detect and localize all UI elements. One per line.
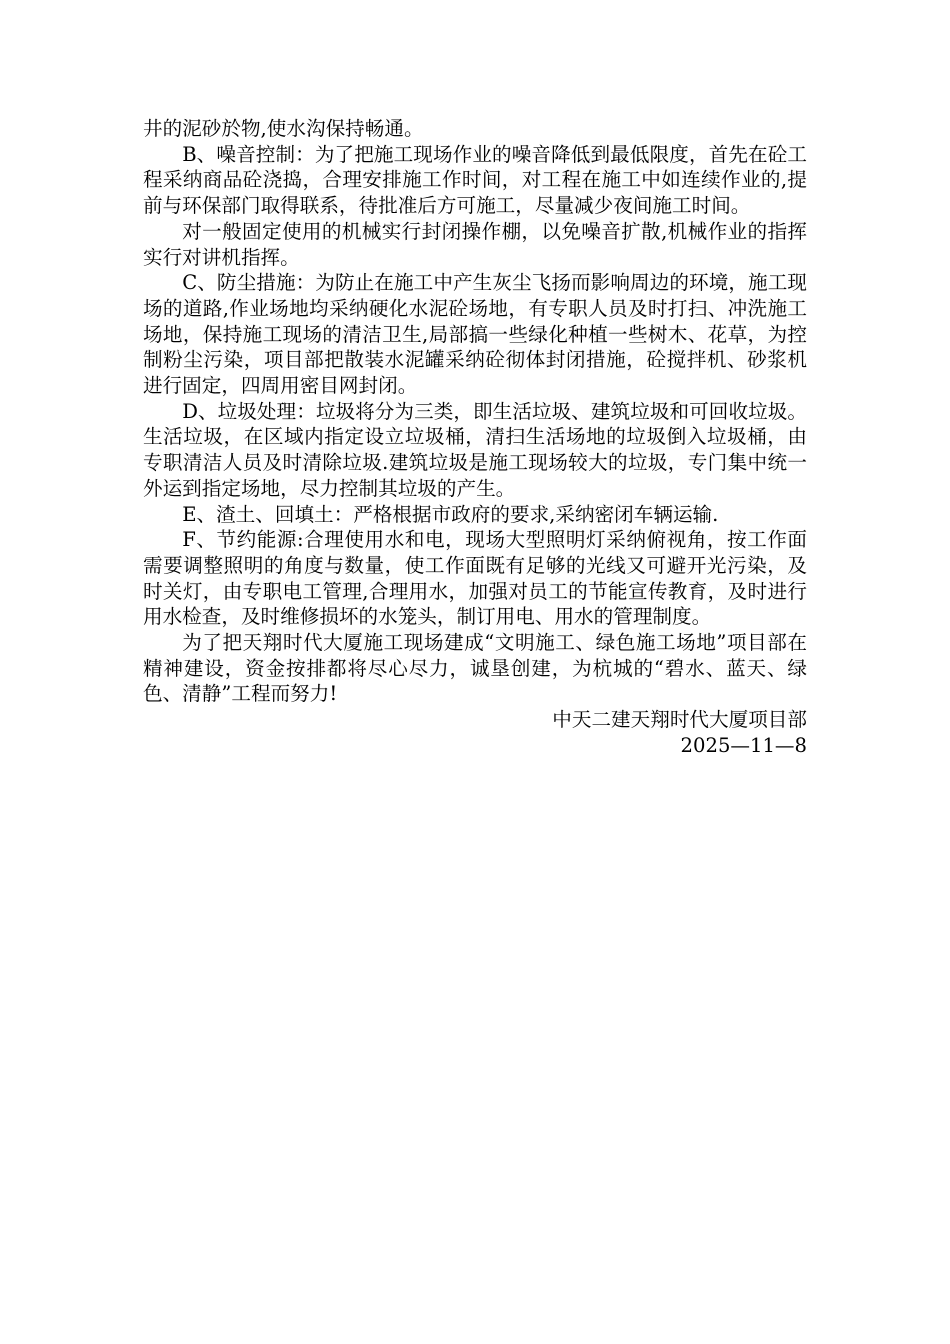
paragraph-machinery: 对一般固定使用的机械实行封闭操作棚，以免噪音扩散,机械作业的指挥实行对讲机指挥。 (143, 219, 807, 269)
paragraph-waste-handling: D、垃圾处理：垃圾将分为三类，即生活垃圾、建筑垃圾和可回收垃圾。生活垃圾，在区域内指定设立垃圾桶，清扫生活场地的垃圾倒入垃圾桶，由专职清洁人员及时清除垃圾.建筑垃圾是施工现场较大的垃圾，专门集中统一外运到指定场地，尽力控制其垃圾的产生。 (143, 399, 807, 500)
signature-date: 2025—11—8 (680, 733, 807, 757)
signature-org: 中天二建天翔时代大厦项目部 (552, 708, 807, 732)
paragraph-dust-control: C、防尘措施：为防止在施工中产生灰尘飞扬而影响周边的环境，施工现场的道路,作业场地均采纳硬化水泥砼场地，有专职人员及时打扫、冲洗施工场地，保持施工现场的清洁卫生,局部搞一些绿化种植一些树木、花草，为控制粉尘污染，项目部把散装水泥罐采纳砼彻体封闭措施，砼搅拌机、砂浆机进行固定，四周用密目网封闭。 (143, 271, 807, 398)
paragraph-energy-saving: F、节约能源:合理使用水和电，现场大型照明灯采纳俯视角，按工作面需要调整照明的角度与数量，使工作面既有足够的光线又可避开光污染，及时关灯，由专职电工管理,合理用水，加强对员工的节能宣传教育，及时进行用水检查，及时维修损坏的水笼头，制订用电、用水的管理制度。 (143, 528, 807, 629)
paragraph-conclusion: 为了把天翔时代大厦施工现场建成“文明施工、绿色施工场地”项目部在精神建设，资金按排都将尽心尽力，诚垦创建，为杭城的“碧水、蓝天、绿色、清静”工程而努力! (143, 631, 807, 706)
paragraph-noise-control: B、噪音控制：为了把施工现场作业的噪音降低到最低限度，首先在砼工程采纳商品砼浇捣，合理安排施工作时间，对工程在施工中如连续作业的,提前与环保部门取得联系，待批准后方可施工，尽量减少夜间施工时间。 (143, 142, 807, 218)
document-page (143, 116, 807, 759)
paragraph-1: 井的泥砂於物,使水沟保持畅通。 (143, 117, 424, 140)
paragraph-backfill: E、渣土、回填土：严格根据市政府的要求,采纳密闭车辆运输. (182, 502, 719, 526)
